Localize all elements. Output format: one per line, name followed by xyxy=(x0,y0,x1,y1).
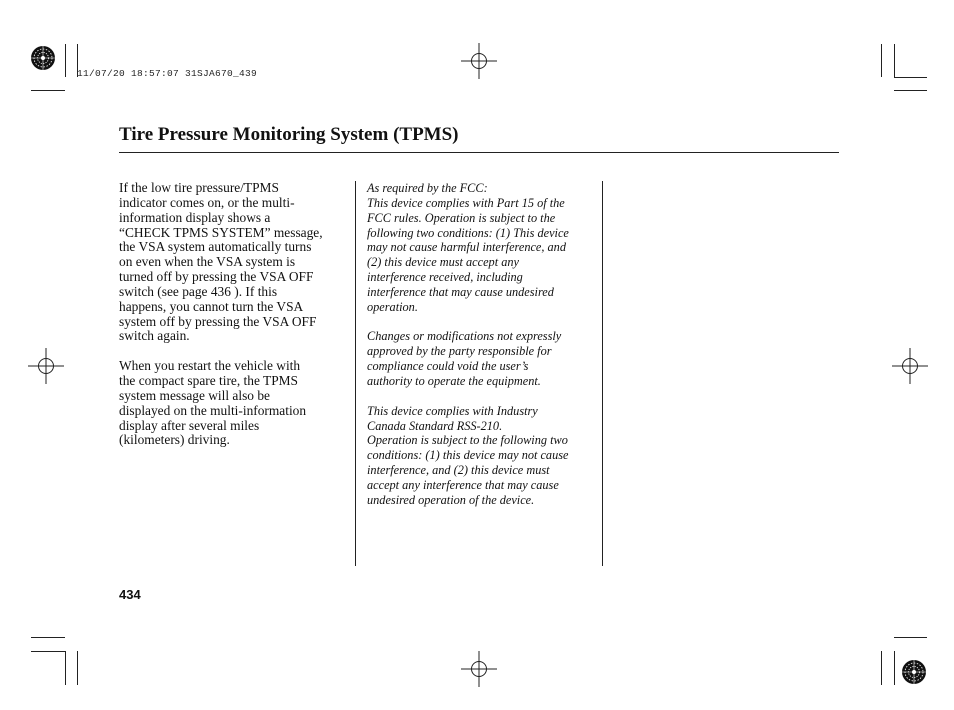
registration-rosette-bottom-right xyxy=(900,658,928,686)
text-line: turned off by pressing the VSA OFF xyxy=(119,269,314,285)
registration-crosshair-right-middle xyxy=(892,348,928,384)
title-rule xyxy=(119,152,839,153)
left-column xyxy=(119,181,351,448)
text-line: interference that may cause undesired xyxy=(367,284,554,299)
text-line: (2) this device must accept any xyxy=(367,255,519,270)
registration-rosette-top-left xyxy=(29,44,57,72)
text-line: operation. xyxy=(367,299,418,314)
spare-tire-paragraph xyxy=(119,359,351,448)
crop-mark-bottom-left-v2 xyxy=(77,651,78,685)
text-line: (kilometers) driving. xyxy=(119,432,230,448)
crop-mark-bottom-right-v1 xyxy=(881,651,882,685)
text-line: Canada Standard RSS-210. xyxy=(367,418,503,433)
text-line: FCC rules. Operation is subject to the xyxy=(367,210,556,225)
crop-mark-top-right-v1 xyxy=(881,44,882,77)
crop-mark-bottom-right-h xyxy=(894,637,927,638)
industry-canada-notice xyxy=(367,404,599,508)
text-line: If the low tire pressure/TPMS xyxy=(119,180,279,195)
crop-mark-bottom-right-v2 xyxy=(894,651,895,685)
crop-mark-top-left-v1 xyxy=(65,44,66,77)
text-line: switch again. xyxy=(119,328,190,344)
print-timestamp: 11/07/20 18:57:07 31SJA670_439 xyxy=(77,68,258,79)
text-line: interference, and (2) this device must xyxy=(367,463,550,478)
fcc-notice xyxy=(367,181,599,315)
text-line: display after several miles xyxy=(119,417,260,433)
page-number: 434 xyxy=(119,587,141,602)
registration-crosshair-left-middle xyxy=(28,348,64,384)
text-line: approved by the party responsible for xyxy=(367,344,552,359)
column-divider-right xyxy=(602,181,603,566)
text-line: accept any interference that may cause xyxy=(367,477,559,492)
text-line: happens, you cannot turn the VSA xyxy=(119,298,304,314)
text-line: system off by pressing the VSA OFF xyxy=(119,313,317,329)
text-line: Changes or modifications not expressly xyxy=(367,329,562,344)
crop-mark-top-left-h xyxy=(31,90,65,91)
text-line: conditions: (1) this device may not cause xyxy=(367,448,569,463)
text-line: “CHECK TPMS SYSTEM” message, xyxy=(119,224,323,240)
text-line: the compact spare tire, the TPMS xyxy=(119,372,298,388)
tpms-vsa-paragraph xyxy=(119,181,351,344)
registration-crosshair-bottom-center xyxy=(461,651,497,687)
text-line: information display shows a xyxy=(119,209,271,225)
text-line: system message will also be xyxy=(119,387,270,403)
registration-crosshair-top-center xyxy=(461,43,497,79)
text-line: following two conditions: (1) This device xyxy=(367,225,569,240)
text-line: may not cause harmful interference, and xyxy=(367,240,566,255)
page-reference-line: switch (see page 436 ). If this xyxy=(119,283,278,299)
text-line: undesired operation of the device. xyxy=(367,492,535,507)
changes-notice xyxy=(367,329,599,388)
text-line: authority to operate the equipment. xyxy=(367,373,541,388)
text-line: Operation is subject to the following two xyxy=(367,433,568,448)
text-line: This device complies with Part 15 of the xyxy=(367,195,565,210)
text-line: displayed on the multi-information xyxy=(119,402,307,418)
text-line: indicator comes on, or the multi- xyxy=(119,194,295,210)
text-line: compliance could void the user’s xyxy=(367,359,529,374)
crop-mark-top-right-v2 xyxy=(894,44,895,77)
text-line: This device complies with Industry xyxy=(367,403,538,418)
crop-mark-bottom-left-v1 xyxy=(65,651,66,685)
text-line: the VSA system automatically turns xyxy=(119,239,312,255)
crop-mark-bottom-left-h2 xyxy=(31,651,65,652)
regulatory-notices-column xyxy=(367,181,599,508)
text-line: on even when the VSA system is xyxy=(119,254,296,270)
column-divider-left xyxy=(355,181,356,566)
text-line: As required by the FCC: xyxy=(367,181,488,195)
crop-mark-top-right-h1 xyxy=(894,77,927,78)
crop-mark-bottom-left-h1 xyxy=(31,637,65,638)
page-title: Tire Pressure Monitoring System (TPMS) xyxy=(119,124,459,145)
text-line: When you restart the vehicle with xyxy=(119,358,301,374)
crop-mark-top-right-h2 xyxy=(894,90,927,91)
text-line: interference received, including xyxy=(367,270,523,285)
